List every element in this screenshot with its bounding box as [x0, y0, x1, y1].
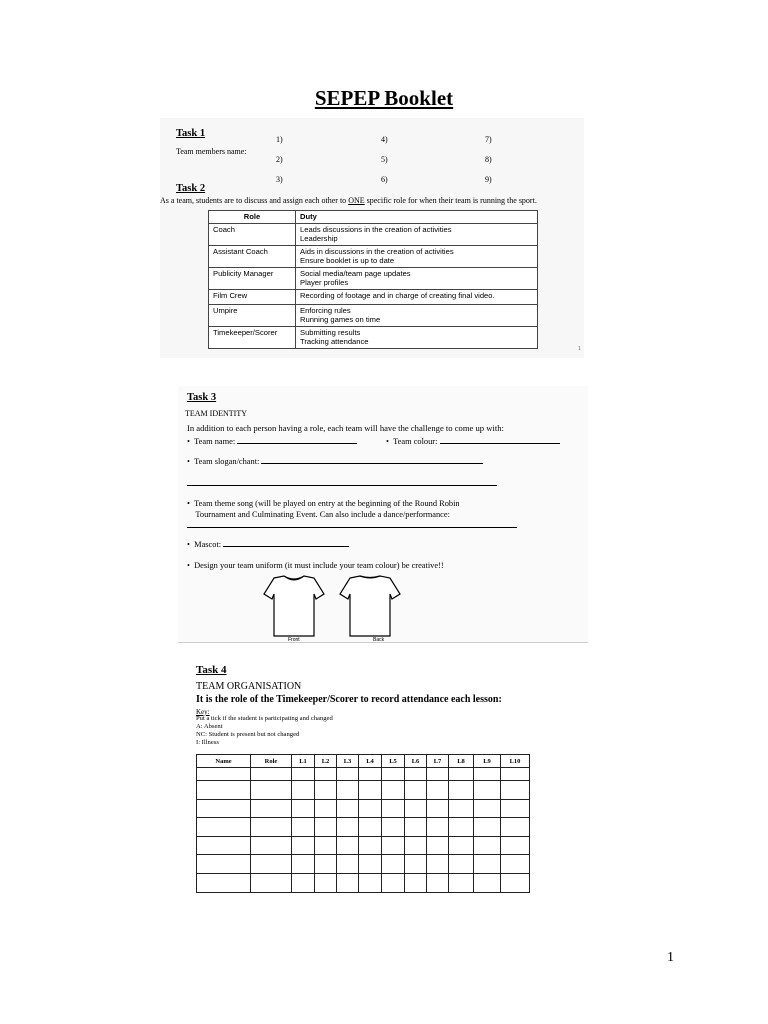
task3-intro: In addition to each person having a role, each team will have the challenge to come up with:	[187, 423, 504, 433]
mascot-field: • Mascot:	[187, 540, 349, 549]
lesson-header: L2	[315, 755, 337, 768]
attendance-cell[interactable]	[315, 818, 337, 837]
attendance-cell[interactable]	[427, 768, 449, 781]
attendance-cell[interactable]	[405, 768, 427, 781]
attendance-cell[interactable]	[427, 836, 449, 855]
team-organisation-heading: TEAM ORGANISATION	[196, 681, 302, 692]
attendance-cell[interactable]	[501, 768, 530, 781]
attendance-cell[interactable]	[337, 818, 359, 837]
attendance-cell[interactable]	[501, 855, 530, 874]
attendance-cell[interactable]	[501, 818, 530, 837]
attendance-cell[interactable]	[197, 836, 251, 855]
attendance-cell[interactable]	[337, 768, 359, 781]
attendance-cell[interactable]	[427, 873, 449, 892]
role-cell: Assistant Coach	[209, 245, 296, 267]
table-row	[197, 836, 530, 855]
role-cell: Publicity Manager	[209, 267, 296, 289]
table-row	[209, 245, 538, 267]
task2-heading: Task 2	[176, 183, 206, 194]
attendance-cell[interactable]	[292, 799, 315, 818]
attendance-cell[interactable]	[251, 873, 292, 892]
attendance-cell[interactable]	[449, 818, 474, 837]
name-header: Name	[197, 755, 251, 768]
attendance-cell[interactable]	[315, 799, 337, 818]
role-cell: Coach	[209, 223, 296, 245]
attendance-cell[interactable]	[315, 873, 337, 892]
table-row	[197, 799, 530, 818]
table-row	[209, 289, 538, 304]
attendance-cell[interactable]	[427, 799, 449, 818]
attendance-table	[196, 754, 530, 893]
role-header: Role	[209, 211, 296, 224]
attendance-cell[interactable]	[251, 781, 292, 800]
uniform-prompt: • Design your team uniform (it must include your team colour) be creative!!	[187, 561, 444, 570]
role-cell: Timekeeper/Scorer	[209, 326, 296, 348]
lesson-header: L7	[427, 755, 449, 768]
key-item: A: Absent	[196, 723, 223, 730]
task4-intro: It is the role of the Timekeeper/Scorer to record attendance each lesson:	[196, 694, 502, 705]
attendance-cell[interactable]	[337, 781, 359, 800]
attendance-cell[interactable]	[382, 768, 405, 781]
roles-header-row	[209, 211, 538, 224]
attendance-cell[interactable]	[251, 768, 292, 781]
lesson-header: L4	[359, 755, 382, 768]
attendance-cell[interactable]	[449, 836, 474, 855]
back-label: Back	[373, 637, 385, 643]
theme-song-prompt: • Team theme song (will be played on entry at the beginning of the Round Robin Tournament and Culminating Event. Can also include a dance/performance:	[187, 499, 460, 519]
table-row	[209, 267, 538, 289]
task3-heading: Task 3	[187, 392, 217, 403]
attendance-cell[interactable]	[449, 873, 474, 892]
attendance-cell[interactable]	[337, 873, 359, 892]
attendance-cell[interactable]	[382, 799, 405, 818]
attendance-cell[interactable]	[337, 836, 359, 855]
attendance-cell[interactable]	[382, 818, 405, 837]
attendance-cell[interactable]	[449, 799, 474, 818]
duty-cell: Aids in discussions in the creation of activities Ensure booklet is up to date	[296, 245, 538, 267]
task1-heading: Task 1	[176, 128, 206, 139]
attendance-cell[interactable]	[474, 799, 501, 818]
attendance-cell[interactable]	[474, 818, 501, 837]
duty-cell: Enforcing rules Running games on time	[296, 304, 538, 326]
attendance-cell[interactable]	[315, 768, 337, 781]
member-number: 7)	[485, 135, 492, 144]
member-number: 6)	[381, 175, 388, 184]
lesson-header: L10	[501, 755, 530, 768]
attendance-cell[interactable]	[337, 855, 359, 874]
answer-line	[187, 485, 497, 486]
attendance-cell[interactable]	[449, 855, 474, 874]
attendance-cell[interactable]	[427, 818, 449, 837]
attendance-cell[interactable]	[501, 873, 530, 892]
attendance-cell[interactable]	[197, 873, 251, 892]
attendance-cell[interactable]	[197, 768, 251, 781]
attendance-cell[interactable]	[382, 855, 405, 874]
key-item: Put a tick if the student is participating and changed	[196, 715, 333, 722]
corner-mark: 1	[578, 346, 581, 352]
member-number: 4)	[381, 135, 388, 144]
attendance-cell[interactable]	[359, 799, 382, 818]
attendance-cell[interactable]	[427, 855, 449, 874]
member-number: 8)	[485, 155, 492, 164]
attendance-cell[interactable]	[251, 836, 292, 855]
roles-table	[208, 210, 538, 349]
team-members-label: Team members name:	[176, 147, 247, 156]
table-row	[197, 768, 530, 781]
attendance-cell[interactable]	[405, 855, 427, 874]
task4-heading: Task 4	[196, 664, 227, 676]
attendance-cell[interactable]	[501, 799, 530, 818]
duty-cell: Social media/team page updates Player profiles	[296, 267, 538, 289]
key-list	[196, 715, 333, 747]
table-row	[197, 781, 530, 800]
table-row	[197, 818, 530, 837]
attendance-cell[interactable]	[292, 768, 315, 781]
team-name-field: • Team name:	[187, 437, 357, 446]
attendance-cell[interactable]	[405, 781, 427, 800]
table-row	[209, 223, 538, 245]
attendance-cell[interactable]	[292, 873, 315, 892]
key-item: NC: Student is present but not changed	[196, 731, 300, 738]
attendance-header-row	[197, 755, 530, 768]
lesson-header: L3	[337, 755, 359, 768]
member-number: 9)	[485, 175, 492, 184]
lesson-header: L9	[474, 755, 501, 768]
attendance-cell[interactable]	[405, 818, 427, 837]
attendance-cell[interactable]	[474, 836, 501, 855]
attendance-cell[interactable]	[359, 768, 382, 781]
table-row	[209, 304, 538, 326]
attendance-cell[interactable]	[292, 781, 315, 800]
attendance-cell[interactable]	[315, 781, 337, 800]
attendance-cell[interactable]	[474, 873, 501, 892]
role-header: Role	[251, 755, 292, 768]
attendance-cell[interactable]	[474, 768, 501, 781]
attendance-cell[interactable]	[292, 836, 315, 855]
member-number: 3)	[276, 175, 283, 184]
member-number: 2)	[276, 155, 283, 164]
lesson-header: L8	[449, 755, 474, 768]
team-colour-field: • Team colour:	[386, 437, 560, 446]
page-title: SEPEP Booklet	[314, 86, 454, 110]
attendance-cell[interactable]	[359, 855, 382, 874]
attendance-cell[interactable]	[292, 818, 315, 837]
attendance-cell[interactable]	[405, 873, 427, 892]
member-number: 1)	[276, 135, 283, 144]
duty-cell: Submitting results Tracking attendance	[296, 326, 538, 348]
duty-cell: Recording of footage and in charge of creating final video.	[296, 289, 538, 304]
attendance-cell[interactable]	[474, 781, 501, 800]
role-cell: Film Crew	[209, 289, 296, 304]
attendance-cell[interactable]	[292, 855, 315, 874]
attendance-cell[interactable]	[359, 873, 382, 892]
attendance-cell[interactable]	[251, 855, 292, 874]
attendance-cell[interactable]	[382, 836, 405, 855]
task2-intro: As a team, students are to discuss and assign each other to ONE specific role for when their team is running the sport.	[160, 196, 537, 205]
lesson-header: L1	[292, 755, 315, 768]
attendance-cell[interactable]	[197, 855, 251, 874]
attendance-cell[interactable]	[337, 799, 359, 818]
attendance-cell[interactable]	[427, 781, 449, 800]
lesson-header: L6	[405, 755, 427, 768]
attendance-cell[interactable]	[251, 799, 292, 818]
attendance-cell[interactable]	[197, 799, 251, 818]
attendance-cell[interactable]	[449, 781, 474, 800]
attendance-cell[interactable]	[382, 781, 405, 800]
team-slogan-field: • Team slogan/chant:	[187, 457, 483, 466]
role-cell: Umpire	[209, 304, 296, 326]
attendance-cell[interactable]	[474, 855, 501, 874]
attendance-cell[interactable]	[359, 781, 382, 800]
attendance-cell[interactable]	[359, 836, 382, 855]
attendance-cell[interactable]	[315, 855, 337, 874]
member-number: 5)	[381, 155, 388, 164]
attendance-cell[interactable]	[449, 768, 474, 781]
attendance-cell[interactable]	[382, 873, 405, 892]
duty-cell: Leads discussions in the creation of activities Leadership	[296, 223, 538, 245]
attendance-cell[interactable]	[197, 818, 251, 837]
attendance-rows	[197, 768, 530, 893]
key-label: Key:	[196, 708, 210, 716]
attendance-cell[interactable]	[251, 818, 292, 837]
answer-line	[187, 527, 517, 528]
table-row	[197, 855, 530, 874]
duty-header: Duty	[296, 211, 538, 224]
key-item: I: Illness	[196, 739, 219, 746]
attendance-cell[interactable]	[315, 836, 337, 855]
attendance-cell[interactable]	[501, 781, 530, 800]
attendance-cell[interactable]	[501, 836, 530, 855]
tshirt-back-icon	[338, 574, 418, 640]
table-row	[197, 873, 530, 892]
attendance-cell[interactable]	[359, 818, 382, 837]
table-row	[209, 326, 538, 348]
front-label: Front	[288, 637, 300, 643]
attendance-cell[interactable]	[197, 781, 251, 800]
team-identity-heading: TEAM IDENTITY	[185, 409, 247, 418]
attendance-cell[interactable]	[405, 799, 427, 818]
page-number: 1	[667, 950, 674, 965]
lesson-header: L5	[382, 755, 405, 768]
attendance-cell[interactable]	[405, 836, 427, 855]
